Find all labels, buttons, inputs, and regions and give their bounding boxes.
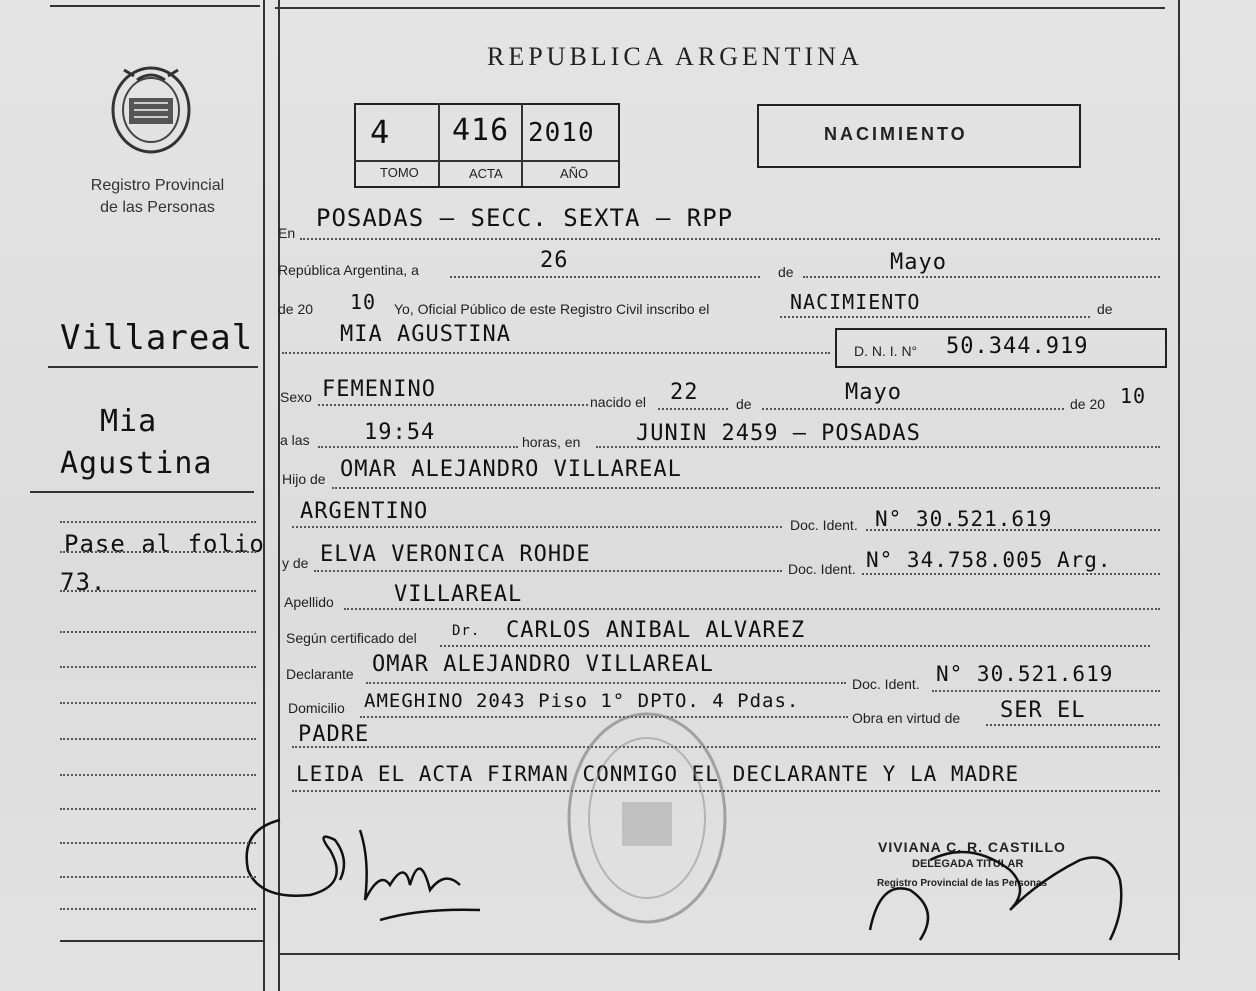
entry-dni: 50.344.919 (946, 334, 1089, 359)
record-type-label: NACIMIENTO (824, 124, 968, 144)
line-mother-doc (862, 573, 1160, 575)
anio-label: AÑO (560, 166, 589, 181)
label-de-20b: de 20 (1070, 396, 1106, 412)
label-de-2: de (1097, 301, 1113, 317)
entry-place: POSADAS — SECC. SEXTA — RPP (316, 204, 734, 232)
declarant-signature (240, 790, 500, 930)
country-heading: REPUBLICA ARGENTINA (487, 42, 863, 71)
entry-capacity-2: PADRE (298, 722, 370, 747)
line-father-name (332, 487, 1160, 489)
line-surname (344, 608, 1160, 610)
label-domicilio: Domicilio (288, 700, 345, 716)
tomo-label: TOMO (380, 165, 419, 180)
line-month (803, 276, 1160, 278)
entry-declarant-doc: N° 30.521.619 (936, 662, 1114, 686)
official-name: VIVIANA C. R. CASTILLO (878, 839, 1066, 855)
margin-given-name-1: Mia (100, 404, 158, 439)
label-dni: D. N. I. N° (854, 343, 918, 359)
label-de-20: de 20 (278, 301, 314, 317)
line-day (450, 276, 760, 278)
right-border (1178, 0, 1180, 960)
label-sexo: Sexo (280, 389, 312, 405)
line-sex (318, 404, 588, 406)
volume-divider-2 (521, 103, 523, 186)
label-apellido: Apellido (284, 594, 334, 610)
entry-birth-time: 19:54 (364, 420, 436, 445)
line-doctor (440, 645, 1150, 647)
label-republica: República Argentina, a (278, 262, 419, 278)
line-declarant-doc (932, 690, 1160, 692)
margin-dots (60, 738, 256, 740)
line-child-name (282, 352, 830, 354)
margin-note-line1: Pase al folio (64, 530, 265, 558)
line-father-nationality (292, 526, 782, 528)
margin-dots (60, 908, 256, 910)
entry-birth-month: Mayo (845, 380, 902, 405)
label-yo-oficial: Yo, Oficial Público de este Registro Civil inscribo el (394, 301, 710, 317)
official-title: DELEGADA TITULAR (912, 858, 1024, 870)
volume-divider-1 (438, 103, 440, 186)
entry-father-doc: N° 30.521.619 (875, 507, 1053, 531)
label-nacido-el: nacido el (590, 394, 647, 410)
official-signature (860, 820, 1150, 950)
margin-dots (60, 876, 256, 878)
top-rule (275, 7, 1165, 9)
entry-doctor-prefix: Dr. (452, 623, 481, 639)
line-place (300, 238, 1160, 240)
line-capacity (986, 724, 1160, 726)
entry-birth-day: 22 (670, 380, 699, 405)
margin-rule-2 (30, 491, 254, 493)
label-y-de: y de (282, 555, 309, 571)
margin-dots (60, 521, 256, 523)
margin-dots (60, 666, 256, 668)
top-rule-left (50, 5, 260, 7)
registry-name-line1: Registro Provincial (90, 177, 225, 194)
line-birth-day (658, 408, 728, 410)
line-time (318, 446, 518, 448)
official-round-stamp (562, 706, 732, 930)
volume-label-rule (354, 160, 618, 162)
label-de-3: de (736, 396, 752, 412)
margin-dots (60, 702, 256, 704)
line-birth-month (762, 408, 1064, 410)
label-doc-ident-2: Doc. Ident. (788, 561, 856, 577)
margin-dots (60, 842, 256, 844)
label-declarante: Declarante (286, 666, 354, 682)
margin-surname: Villareal (60, 318, 254, 358)
label-en: En (278, 225, 296, 241)
entry-capacity: SER EL (1000, 698, 1086, 723)
label-doc-ident-1: Doc. Ident. (790, 517, 858, 533)
margin-dots (60, 590, 256, 592)
entry-closing: LEIDA EL ACTA FIRMAN CONMIGO EL DECLARANTE Y LA MADRE (296, 762, 1020, 786)
entry-father-name: OMAR ALEJANDRO VILLAREAL (340, 457, 682, 482)
anio-value: 2010 (528, 118, 595, 148)
entry-mother-name: ELVA VERONICA ROHDE (320, 542, 591, 567)
entry-birth-year: 10 (1120, 384, 1147, 408)
provincial-seal-logo (104, 58, 198, 160)
entry-father-nationality: ARGENTINO (300, 499, 429, 524)
entry-day: 26 (540, 248, 569, 273)
margin-dots (60, 808, 256, 810)
label-de: de (778, 264, 794, 280)
entry-year: 10 (350, 290, 377, 314)
entry-surname: VILLAREAL (394, 582, 523, 607)
bottom-rule-left (60, 940, 265, 942)
entry-birth-place: JUNIN 2459 — POSADAS (636, 421, 921, 446)
entry-declarant: OMAR ALEJANDRO VILLAREAL (372, 652, 714, 677)
entry-child-name: MIA AGUSTINA (340, 322, 511, 347)
line-event (780, 316, 1090, 318)
entry-event: NACIMIENTO (790, 290, 921, 314)
margin-rule-1 (48, 366, 258, 368)
line-mother-name (314, 570, 782, 572)
entry-address: AMEGHINO 2043 Piso 1° DPTO. 4 Pdas. (364, 690, 800, 712)
line-father-doc (866, 529, 1160, 531)
line-declarant (366, 682, 846, 684)
official-office: Registro Provincial de las Personas (877, 878, 1048, 889)
label-obra: Obra en virtud de (852, 710, 961, 726)
margin-given-name-2: Agustina (60, 446, 213, 481)
registry-name-line2: de las Personas (100, 199, 215, 216)
acta-label: ACTA (469, 166, 503, 181)
line-birth-place (596, 446, 1160, 448)
tomo-value: 4 (370, 113, 391, 151)
label-horas-en: horas, en (522, 434, 581, 450)
entry-mother-doc: N° 34.758.005 Arg. (866, 548, 1112, 572)
acta-value: 416 (452, 113, 510, 148)
bottom-rule (278, 953, 1180, 955)
entry-doctor: CARLOS ANIBAL ALVAREZ (506, 618, 806, 643)
label-segun: Según certificado del (286, 630, 417, 646)
label-hijo-de: Hijo de (282, 471, 326, 487)
entry-sex: FEMENINO (322, 377, 436, 402)
margin-dots (60, 631, 256, 633)
entry-month: Mayo (890, 250, 947, 275)
label-doc-ident-3: Doc. Ident. (852, 676, 920, 692)
margin-note-line2: 73. (60, 568, 107, 596)
label-a-las: a las (280, 432, 310, 448)
margin-dots (60, 551, 256, 553)
margin-dots (60, 774, 256, 776)
